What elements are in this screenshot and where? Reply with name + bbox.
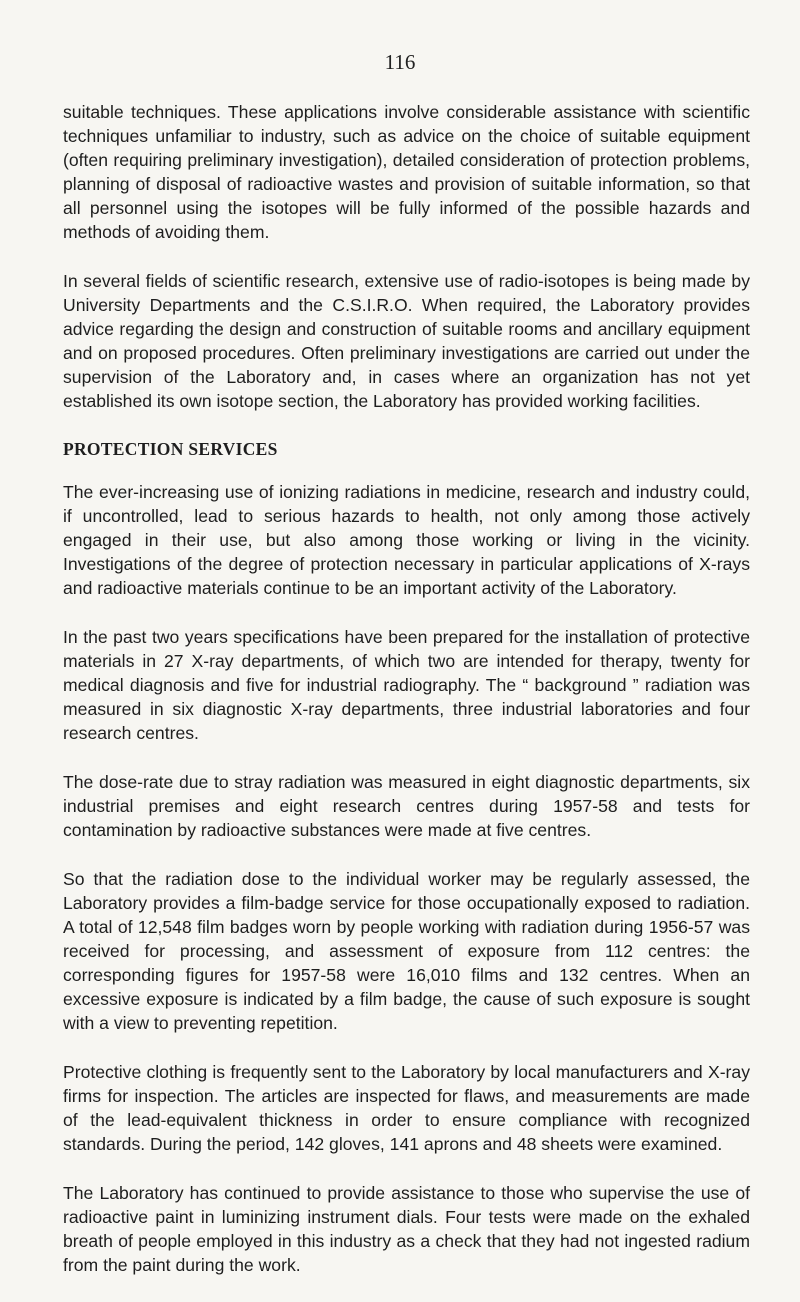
section-heading: PROTECTION SERVICES [63, 439, 278, 459]
paragraph-protection-film-badge: So that the radiation dose to the individual worker may be regularly assessed, the Laboratory provides a film-badge service for those occupationally exposed to radiation. A total of 12,548 film badges worn by people working with radiation during 1956-57 was received for processing, and assessment of exposure from 112 centres: the corresponding figures for 1957-58 were 16,010 films and 132 centres. When an excessive exposure is indicated by a film badge, the cause of such exposure is sought with a view to preventing repetition. [63, 869, 750, 1033]
paragraph-protection-clothing: Protective clothing is frequently sent to the Laboratory by local manufacturers and X-ray firms for inspection. The articles are inspected for flaws, and measurements are made of the lead-equivalent thickness in order to ensure compliance with recognized standards. During the period, 142 gloves, 141 aprons and 48 sheets were examined. [63, 1062, 750, 1154]
paragraph-intro-techniques: suitable techniques. These applications involve considerable assistance with scientific techniques unfamiliar to industry, such as advice on the choice of suitable equipment (often requiring preliminary investigation), detailed consideration of protection problems, planning of disposal of radioactive wastes and provision of suitable information, so that all personnel using the isotopes will be fully informed of the possible hazards and methods of avoiding them. [63, 102, 750, 242]
paragraph-intro-research: In several fields of scientific research, extensive use of radio-isotopes is being made by University Departments and the C.S.I.R.O. When required, the Laboratory provides advice regarding the design and construction of suitable rooms and ancillary equipment and on proposed procedures. Often preliminary investigations are carried out under the supervision of the Laboratory and, in cases where an organization has not yet established its own isotope section, the Laboratory has provided working facilities. [63, 271, 750, 411]
paragraph-protection-hazards: The ever-increasing use of ionizing radiations in medicine, research and industry could, if uncontrolled, lead to serious hazards to health, not only among those actively engaged in their use, but also among those working or living in the vicinity. Investigations of the degree of protection necessary in particular applications of X-rays and radioactive materials continue to be an important activity of the Laboratory. [63, 482, 750, 598]
paragraph-protection-specifications: In the past two years specifications have been prepared for the installation of protective materials in 27 X-ray departments, of which two are intended for therapy, twenty for medical diagnosis and five for industrial radiography. The “ background ” radiation was measured in six diagnostic X-ray departments, three industrial laboratories and four research centres. [63, 627, 750, 743]
page-number: 116 [384, 50, 416, 74]
paragraph-protection-luminizing: The Laboratory has continued to provide assistance to those who supervise the use of radioactive paint in luminizing instrument dials. Four tests were made on the exhaled breath of people employed in this industry as a check that they had not ingested radium from the paint during the work. [63, 1183, 750, 1275]
paragraph-protection-dose-rate: The dose-rate due to stray radiation was measured in eight diagnostic departments, six industrial premises and eight research centres during 1957-58 and tests for contamination by radioactive substances were made at five centres. [63, 772, 750, 840]
page-body [63, 100, 750, 1302]
